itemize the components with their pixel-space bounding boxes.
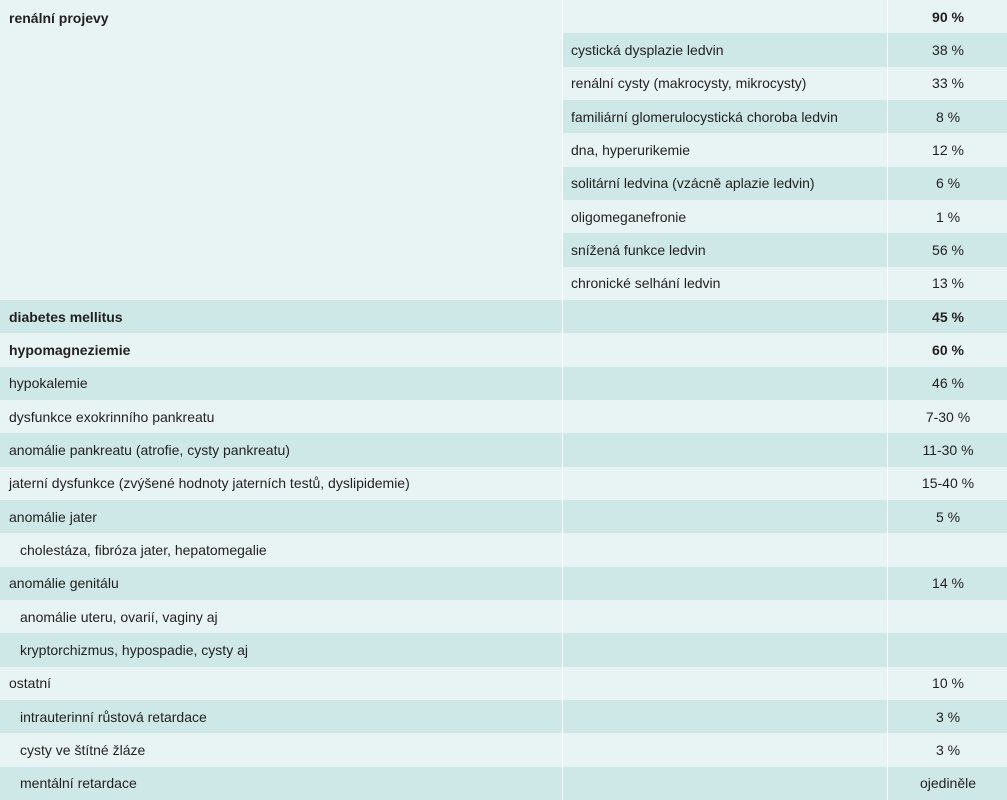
row-sublabel bbox=[563, 467, 888, 500]
table-row bbox=[0, 500, 1007, 533]
row-value: 14 % bbox=[888, 567, 1007, 600]
row-sublabel bbox=[563, 367, 888, 400]
row-sublabel bbox=[563, 667, 888, 700]
row-sublabel: cystická dysplazie ledvin bbox=[563, 33, 888, 66]
row-sublabel bbox=[563, 333, 888, 366]
row-value: 45 % bbox=[888, 300, 1007, 333]
row-value bbox=[888, 600, 1007, 633]
table-row bbox=[0, 533, 1007, 566]
row-sublabel bbox=[563, 733, 888, 766]
row-sublabel: snížená funkce ledvin bbox=[563, 233, 888, 266]
row-label: hypokalemie bbox=[0, 367, 563, 400]
table-row bbox=[0, 400, 1007, 433]
row-value bbox=[888, 633, 1007, 666]
row-label: mentální retardace bbox=[0, 767, 563, 800]
row-label: anomálie pankreatu (atrofie, cysty pankreatu) bbox=[0, 433, 563, 466]
row-value: ojediněle bbox=[888, 767, 1007, 800]
row-sublabel bbox=[563, 400, 888, 433]
row-value: 90 % bbox=[888, 0, 1007, 33]
row-label: cholestáza, fibróza jater, hepatomegalie bbox=[0, 533, 563, 566]
row-label: hypomagneziemie bbox=[0, 333, 563, 366]
row-sublabel bbox=[563, 600, 888, 633]
row-label: intrauterinní růstová retardace bbox=[0, 700, 563, 733]
row-value: 33 % bbox=[888, 67, 1007, 100]
row-label: anomálie uteru, ovarií, vaginy aj bbox=[0, 600, 563, 633]
row-value: 6 % bbox=[888, 167, 1007, 200]
table-row bbox=[0, 0, 1007, 33]
row-value: 8 % bbox=[888, 100, 1007, 133]
row-sublabel bbox=[563, 533, 888, 566]
row-label: renální projevy bbox=[0, 0, 563, 300]
row-value: 60 % bbox=[888, 333, 1007, 366]
row-sublabel: solitární ledvina (vzácně aplazie ledvin) bbox=[563, 167, 888, 200]
row-sublabel: familiární glomerulocystická choroba ledvin bbox=[563, 100, 888, 133]
row-label: dysfunkce exokrinního pankreatu bbox=[0, 400, 563, 433]
row-sublabel bbox=[563, 433, 888, 466]
table-row bbox=[0, 467, 1007, 500]
table-row bbox=[0, 633, 1007, 666]
table-row bbox=[0, 367, 1007, 400]
row-label: anomálie genitálu bbox=[0, 567, 563, 600]
table-row bbox=[0, 767, 1007, 800]
row-value: 15-40 % bbox=[888, 467, 1007, 500]
row-sublabel: dna, hyperurikemie bbox=[563, 133, 888, 166]
table-row bbox=[0, 333, 1007, 366]
row-value: 56 % bbox=[888, 233, 1007, 266]
row-sublabel bbox=[563, 767, 888, 800]
row-sublabel bbox=[563, 633, 888, 666]
table-row bbox=[0, 567, 1007, 600]
table-row bbox=[0, 300, 1007, 333]
row-value bbox=[888, 533, 1007, 566]
table-row bbox=[0, 700, 1007, 733]
row-label: anomálie jater bbox=[0, 500, 563, 533]
row-value: 3 % bbox=[888, 700, 1007, 733]
row-value: 38 % bbox=[888, 33, 1007, 66]
row-label: ostatní bbox=[0, 667, 563, 700]
row-value: 46 % bbox=[888, 367, 1007, 400]
row-label: kryptorchizmus, hypospadie, cysty aj bbox=[0, 633, 563, 666]
table-row bbox=[0, 733, 1007, 766]
row-value: 5 % bbox=[888, 500, 1007, 533]
table-row bbox=[0, 433, 1007, 466]
row-value: 1 % bbox=[888, 200, 1007, 233]
row-label: jaterní dysfunkce (zvýšené hodnoty jaterních testů, dyslipidemie) bbox=[0, 467, 563, 500]
row-sublabel bbox=[563, 700, 888, 733]
row-label: diabetes mellitus bbox=[0, 300, 563, 333]
row-value: 11-30 % bbox=[888, 433, 1007, 466]
row-sublabel bbox=[563, 567, 888, 600]
row-value: 10 % bbox=[888, 667, 1007, 700]
row-value: 12 % bbox=[888, 133, 1007, 166]
table-row bbox=[0, 667, 1007, 700]
row-value: 3 % bbox=[888, 733, 1007, 766]
row-sublabel: renální cysty (makrocysty, mikrocysty) bbox=[563, 67, 888, 100]
row-label: cysty ve štítné žláze bbox=[0, 733, 563, 766]
table-row bbox=[0, 600, 1007, 633]
row-sublabel bbox=[563, 0, 888, 33]
row-value: 13 % bbox=[888, 267, 1007, 300]
row-sublabel: oligomeganefronie bbox=[563, 200, 888, 233]
row-sublabel: chronické selhání ledvin bbox=[563, 267, 888, 300]
row-sublabel bbox=[563, 500, 888, 533]
row-sublabel bbox=[563, 300, 888, 333]
row-value: 7-30 % bbox=[888, 400, 1007, 433]
